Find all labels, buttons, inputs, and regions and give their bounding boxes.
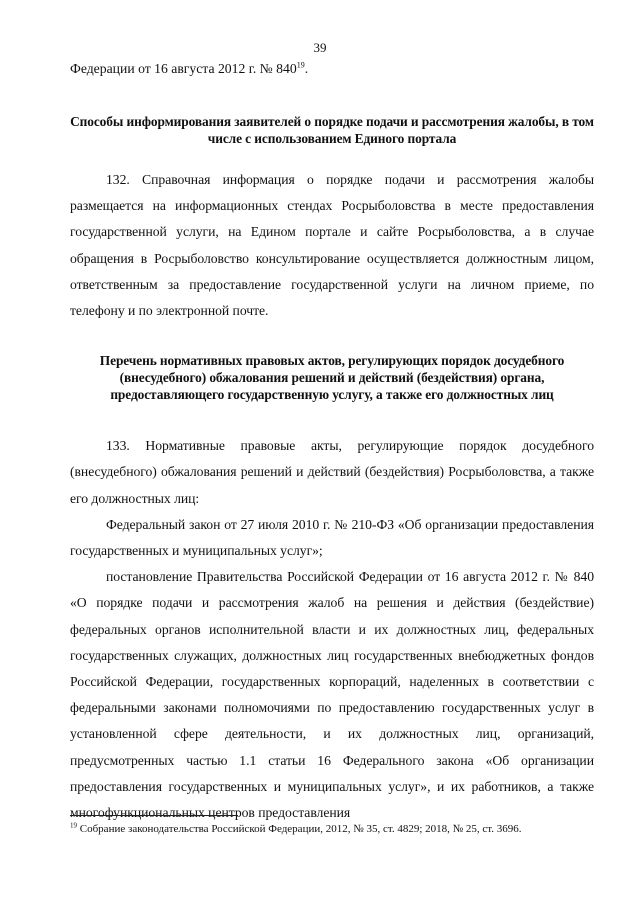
paragraph-133: 133. Нормативные правовые акты, регулирующие порядок досудебного (внесудебного) обжалования решений и действий (бездействия) Росрыболовства, а также его должностных лиц: xyxy=(70,438,594,506)
paragraph-132: 132. Справочная информация о порядке подачи и рассмотрения жалобы размещается на информационных стендах Росрыболовства в месте предоставления государственной услуги, на Едином портале и сайте Росрыболовства, а в случае обращения в Росрыболовство консультирование осуществляется должностным лицом, ответственным за предоставление государственной услуги на личном приеме, по телефону и по электронной почте. xyxy=(70,172,594,319)
paragraph-government-decree: постановление Правительства Российской Федерации от 16 августа 2012 г. № 840 «О порядке подачи и рассмотрения жалоб на решения и действия (бездействие) федеральных органов исполнительной власти и их должностных лиц, федеральных государственных служащих, должностных лиц государственных внебюджетных фондов Российской Федерации, государственных корпораций, наделенных в соответствии с федеральными законами полномочиями по предоставлению государственных услуг в установленной сфере деятельности, и их должностных лиц, организаций, предусмотренных частью 1.1 статьи 16 Федерального закона «Об организации предоставления государственных и муниципальных услуг», и их работников, а также многофункциональных центров предоставления xyxy=(70,569,594,821)
footnote-reference[interactable]: 19 xyxy=(296,60,305,70)
paragraph-federal-law: Федеральный закон от 27 июля 2010 г. № 210-ФЗ «Об организации предоставления государственных и муниципальных услуг»; xyxy=(70,516,594,559)
page-number: 39 xyxy=(313,40,327,55)
footnote-text: Собрание законодательства Российской Федерации, 2012, № 35, ст. 4829; 2018, № 25, ст. 3696. xyxy=(77,823,522,835)
continued-line-tail: . xyxy=(304,61,309,76)
footnote-divider xyxy=(70,815,238,816)
page-body xyxy=(70,58,594,826)
continued-line-text: Федерации от 16 августа 2012 г. № 840 xyxy=(70,61,297,76)
footnote-number: 19 xyxy=(70,821,77,830)
footnote xyxy=(70,822,594,836)
continued-line xyxy=(70,58,594,80)
section-heading-legal-acts: Перечень нормативных правовых актов, регулирующих порядок досудебного (внесудебного) обжалования решений и действий (бездействия) органа, предоставляющего государственную услугу, а также его должностных лиц xyxy=(99,353,565,403)
section-heading-complaint-info: Способы информирования заявителей о порядке подачи и рассмотрения жалобы, в том числе с использованием Единого портала xyxy=(70,114,594,146)
